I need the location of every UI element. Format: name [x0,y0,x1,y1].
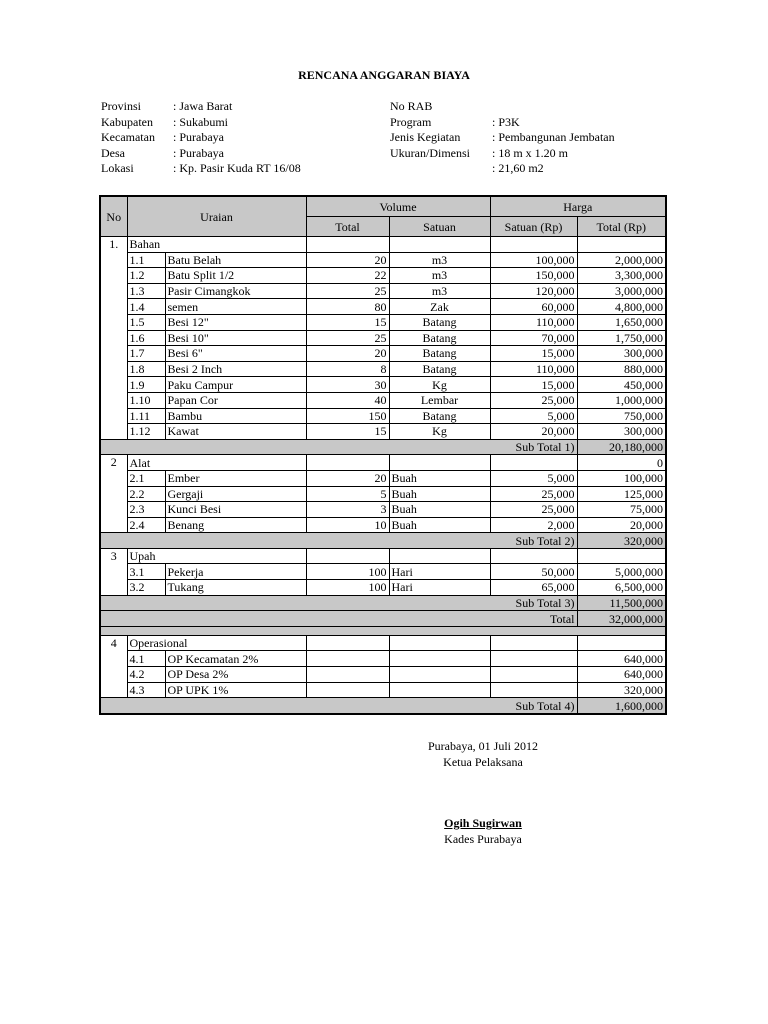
header-row [100,196,666,217]
cell-empty [389,455,490,471]
table-row [100,580,666,596]
item-qty: 3 [306,502,389,518]
info-row [101,130,301,146]
item-total: 20,000 [577,517,666,533]
subtotal-label: Sub Total 1) [100,439,577,455]
info-row [390,130,615,146]
item-name: Kawat [165,424,306,440]
item-name: Besi 10" [165,330,306,346]
item-name: Batu Belah [165,252,306,268]
item-unit: Batang [389,330,490,346]
item-unit: Buah [389,470,490,486]
cell-empty [490,548,577,564]
item-price: 50,000 [490,564,577,580]
item-qty: 15 [306,424,389,440]
subtotal-label: Sub Total 3) [100,595,577,611]
table-row [100,486,666,502]
info-value: : Kp. Pasir Kuda RT 16/08 [173,161,301,175]
item-code: 1.2 [127,268,165,284]
subtotal-label: Sub Total 4) [100,698,577,714]
item-qty: 20 [306,346,389,362]
info-label [390,161,492,177]
item-unit: Lembar [389,392,490,408]
item-price: 15,000 [490,377,577,393]
section-name: Operasional [127,635,306,651]
info-label: No RAB [390,99,433,113]
item-code: 3.1 [127,564,165,580]
item-qty [306,667,389,683]
section-value [577,237,666,253]
item-unit [389,682,490,698]
item-total: 3,300,000 [577,268,666,284]
item-qty: 10 [306,517,389,533]
item-unit: m3 [389,283,490,299]
item-name: semen [165,299,306,315]
item-code: 3.2 [127,580,165,596]
info-value: : P3K [492,114,520,129]
item-unit: Kg [389,377,490,393]
item-qty: 22 [306,268,389,284]
info-label: Jenis Kegiatan [390,130,461,144]
section-value [577,548,666,564]
item-total: 4,800,000 [577,299,666,315]
item-price: 65,000 [490,580,577,596]
item-qty: 20 [306,470,389,486]
item-name: Besi 6" [165,346,306,362]
item-total: 100,000 [577,470,666,486]
cell-empty [306,237,389,253]
item-name: OP UPK 1% [165,682,306,698]
section-row [100,548,666,564]
info-row [101,99,301,115]
document-title: RENCANA ANGGARAN BIAYA [298,68,470,82]
info-value: : Purabaya [173,130,224,144]
info-value: : 18 m x 1.20 m [492,145,569,160]
item-code: 1.7 [127,346,165,362]
table-row [100,470,666,486]
cell-empty [490,237,577,253]
item-total: 640,000 [577,651,666,667]
table-row [100,682,666,698]
item-name: Benang [165,517,306,533]
item-unit [389,667,490,683]
item-total: 75,000 [577,502,666,518]
info-label: Kabupaten [101,114,153,129]
info-label: Lokasi [101,161,134,175]
table-row [100,392,666,408]
section-row [100,635,666,651]
section-row [100,237,666,253]
spacer-row [100,626,666,635]
item-qty: 5 [306,486,389,502]
item-name: Besi 2 Inch [165,361,306,377]
item-code: 2.4 [127,517,165,533]
info-value: : Jawa Barat [173,99,233,113]
item-price: 2,000 [490,517,577,533]
table-row [100,408,666,424]
subtotal-row [100,439,666,455]
item-name: Pekerja [165,564,306,580]
table-row [100,517,666,533]
item-total: 6,500,000 [577,580,666,596]
cell-empty [306,455,389,471]
item-price: 20,000 [490,424,577,440]
section-row [100,455,666,471]
info-value: : Purabaya [173,145,224,160]
subtotal-value: 20,180,000 [577,439,666,455]
cell-empty [490,635,577,651]
item-qty: 25 [306,330,389,346]
item-name: OP Kecamatan 2% [165,651,306,667]
table-row [100,268,666,284]
item-name: Batu Split 1/2 [165,268,306,284]
item-price: 70,000 [490,330,577,346]
item-unit: Batang [389,346,490,362]
item-total: 640,000 [577,667,666,683]
item-unit: Batang [389,408,490,424]
item-unit: Hari [389,580,490,596]
item-qty: 100 [306,580,389,596]
item-total: 320,000 [577,682,666,698]
item-unit: Zak [389,299,490,315]
info-row [390,146,615,162]
item-code: 1.12 [127,424,165,440]
table-row [100,564,666,580]
spacer-cell [100,626,666,635]
item-price [490,667,577,683]
item-price: 25,000 [490,486,577,502]
item-unit: Batang [389,361,490,377]
info-right-block [390,99,615,177]
item-name: Paku Campur [165,377,306,393]
table-row [100,361,666,377]
item-name: Besi 12" [165,314,306,330]
item-unit: Batang [389,314,490,330]
info-row [101,161,301,177]
table-row [100,283,666,299]
item-price: 5,000 [490,470,577,486]
section-value [577,635,666,651]
subtotal-row [100,533,666,549]
item-qty: 20 [306,252,389,268]
section-name: Upah [127,548,306,564]
info-row [101,146,301,162]
item-qty: 30 [306,377,389,393]
item-price: 110,000 [490,314,577,330]
item-code: 1.11 [127,408,165,424]
item-name: Ember [165,470,306,486]
item-name: Tukang [165,580,306,596]
item-total: 450,000 [577,377,666,393]
cell-empty [490,455,577,471]
item-total: 300,000 [577,424,666,440]
item-price: 120,000 [490,283,577,299]
subtotal-label: Sub Total 2) [100,533,577,549]
info-label: Ukuran/Dimensi [390,145,470,160]
item-price [490,651,577,667]
item-unit: Buah [389,502,490,518]
item-name: Pasir Cimangkok [165,283,306,299]
item-code: 2.1 [127,470,165,486]
item-price [490,682,577,698]
item-code: 1.5 [127,314,165,330]
item-total: 880,000 [577,361,666,377]
section-name: Bahan [127,237,306,253]
grand-total-row [100,611,666,627]
grand-total-label: Total [100,611,577,627]
subtotal-row [100,698,666,714]
item-code: 4.3 [127,682,165,698]
item-code: 1.1 [127,252,165,268]
section-number: 2 [100,455,127,533]
header-uraian: Uraian [127,196,306,237]
item-qty: 100 [306,564,389,580]
table-row [100,330,666,346]
item-qty: 25 [306,283,389,299]
table-row [100,252,666,268]
signature-block [383,739,583,847]
item-name: Papan Cor [165,392,306,408]
info-left-block [101,99,301,177]
item-total: 125,000 [577,486,666,502]
item-qty [306,682,389,698]
subtotal-row [100,595,666,611]
info-row [390,161,615,177]
header-satuan-rp: Satuan (Rp) [490,217,577,237]
signer-title: Kades Purabaya [444,831,522,846]
header-satuan: Satuan [389,217,490,237]
item-unit: Hari [389,564,490,580]
item-code: 2.2 [127,486,165,502]
item-code: 1.6 [127,330,165,346]
item-price: 110,000 [490,361,577,377]
item-code: 1.9 [127,377,165,393]
subtotal-value: 1,600,000 [577,698,666,714]
info-row [390,115,615,131]
item-qty: 40 [306,392,389,408]
item-price: 100,000 [490,252,577,268]
item-price: 150,000 [490,268,577,284]
item-name: Kunci Besi [165,502,306,518]
info-value: : Pembangunan Jembatan [492,130,615,144]
item-unit: Buah [389,517,490,533]
header-total-rp: Total (Rp) [577,217,666,237]
cell-empty [389,548,490,564]
item-code: 4.2 [127,667,165,683]
item-price: 25,000 [490,392,577,408]
item-code: 4.1 [127,651,165,667]
item-code: 1.3 [127,283,165,299]
section-value: 0 [577,455,666,471]
item-qty [306,651,389,667]
section-name: Alat [127,455,306,471]
item-unit: m3 [389,252,490,268]
info-value: : Sukabumi [173,114,229,129]
table-row [100,651,666,667]
header-total: Total [306,217,389,237]
section-number: 1. [100,237,127,440]
info-value: : 21,60 m2 [492,161,544,175]
item-total: 300,000 [577,346,666,362]
item-qty: 15 [306,314,389,330]
table-row [100,667,666,683]
item-code: 1.10 [127,392,165,408]
info-label: Desa [101,145,125,160]
info-label: Provinsi [101,99,142,113]
header-no: No [100,196,127,237]
info-label: Program [390,114,432,129]
header-harga: Harga [490,196,666,217]
item-total: 2,000,000 [577,252,666,268]
item-price: 25,000 [490,502,577,518]
item-code: 1.8 [127,361,165,377]
table-row [100,346,666,362]
grand-total-value: 32,000,000 [577,611,666,627]
item-total: 1,650,000 [577,314,666,330]
item-total: 3,000,000 [577,283,666,299]
item-price: 15,000 [490,346,577,362]
table-row [100,502,666,518]
item-total: 1,000,000 [577,392,666,408]
item-price: 60,000 [490,299,577,315]
table-row [100,424,666,440]
item-total: 750,000 [577,408,666,424]
item-code: 1.4 [127,299,165,315]
budget-table [99,195,667,715]
item-unit: Kg [389,424,490,440]
subtotal-value: 11,500,000 [577,595,666,611]
cell-empty [389,237,490,253]
item-qty: 150 [306,408,389,424]
role-title: Ketua Pelaksana [443,754,523,769]
cell-empty [306,548,389,564]
subtotal-value: 320,000 [577,533,666,549]
table-row [100,377,666,393]
item-name: Gergaji [165,486,306,502]
item-unit: m3 [389,268,490,284]
info-label: Kecamatan [101,130,155,144]
info-row [390,99,615,115]
section-number: 4 [100,635,127,697]
item-code: 2.3 [127,502,165,518]
section-number: 3 [100,548,127,595]
cell-empty [389,635,490,651]
header-volume: Volume [306,196,490,217]
item-total: 5,000,000 [577,564,666,580]
item-price: 5,000 [490,408,577,424]
cell-empty [306,635,389,651]
table-row [100,314,666,330]
signer-name: Ogih Sugirwan [444,816,522,830]
item-total: 1,750,000 [577,330,666,346]
item-name: Bambu [165,408,306,424]
info-row [101,115,301,131]
item-qty: 8 [306,361,389,377]
table-row [100,299,666,315]
item-unit [389,651,490,667]
place-date: Purabaya, 01 Juli 2012 [428,739,538,753]
item-unit: Buah [389,486,490,502]
item-qty: 80 [306,299,389,315]
item-name: OP Desa 2% [165,667,306,683]
